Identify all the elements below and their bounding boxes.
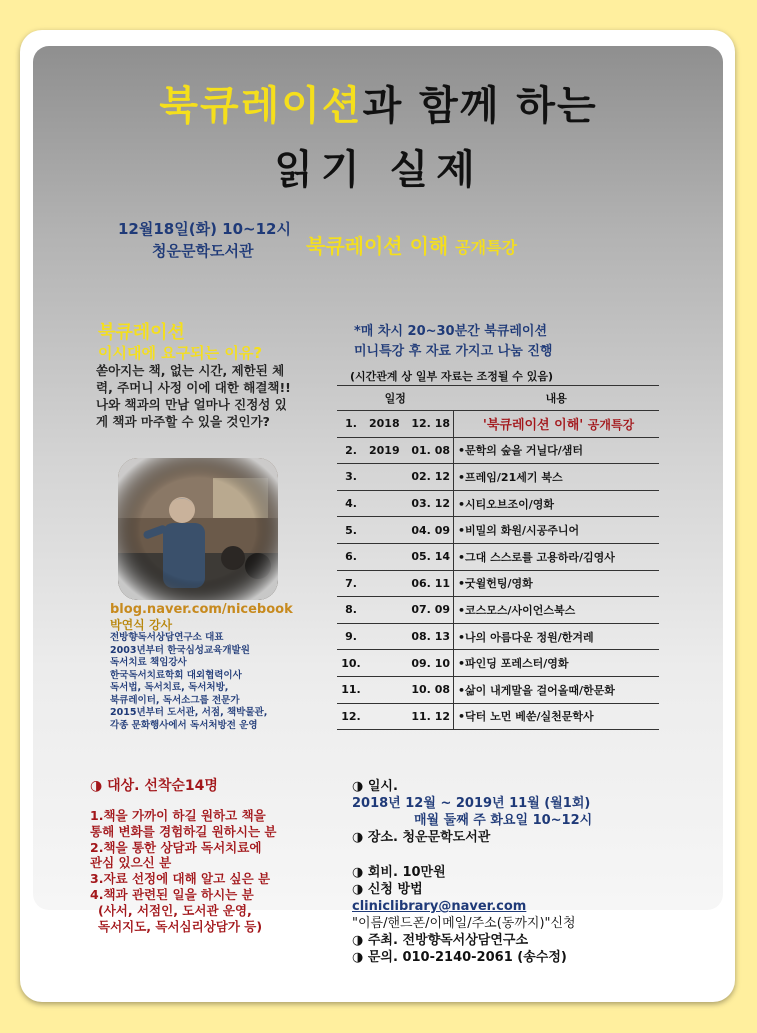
- special-lecture-small: 공개특강: [455, 238, 517, 257]
- table-row: [337, 543, 659, 570]
- info-apply-label: ◑ 신청 방법: [352, 882, 423, 897]
- speaker-photo: [118, 458, 278, 600]
- title-rest: 과 함께 하는: [362, 83, 598, 129]
- row-content: •닥터 노먼 베쑨/실천문학사: [454, 703, 660, 730]
- description-line: 나와 책과의 만남 얼마나 진정성 있: [96, 397, 287, 412]
- row-content-main: '북큐레이션 이해': [482, 418, 588, 434]
- row-date: [365, 464, 454, 491]
- row-date: [365, 570, 454, 597]
- profile-line: 2003년부터 한국심성교육개발원: [110, 644, 250, 656]
- info-place: ◑ 장소. 청운문학도서관: [352, 830, 491, 845]
- row-number: 7.: [337, 570, 365, 597]
- row-content: [454, 411, 660, 438]
- page-title: [0, 74, 757, 131]
- info-date: [352, 778, 592, 812]
- target-line: 3.자료 선정에 대해 알고 싶은 분: [90, 871, 271, 887]
- target-example: 독서지도, 독서심리상담가 등): [98, 918, 263, 934]
- schedule-table: [337, 385, 659, 730]
- schedule-disclaimer: (시간관계 상 일부 자료는 조정될 수 있음): [350, 370, 554, 383]
- profile-line: 한국독서치료학회 대외협력이사: [110, 669, 242, 681]
- target-heading: ◑ 대상. 선착순14명: [90, 778, 218, 794]
- profile-line: 각종 문화행사에서 독서처방전 운영: [110, 719, 258, 731]
- row-date: [365, 490, 454, 517]
- target-line: 2.책을 통한 상담과 독서치료에: [90, 839, 262, 855]
- row-number: 8.: [337, 597, 365, 624]
- row-date: [365, 676, 454, 703]
- row-day: 09. 10: [411, 656, 450, 670]
- row-content: •삶이 내게말을 걸어올때/한문화: [454, 676, 660, 703]
- row-date: [365, 517, 454, 544]
- row-content-small: 공개특강: [587, 418, 635, 433]
- info-date-detail: 매월 둘째 주 화요일 10~12시: [414, 813, 593, 828]
- target-line: 통해 변화를 경험하길 원하시는 분: [90, 823, 277, 839]
- profile-line: 북큐레이터, 독서소그룹 전문가: [110, 694, 240, 706]
- row-number: 10.: [337, 650, 365, 677]
- info-apply: [352, 881, 592, 915]
- row-day: 05. 14: [411, 550, 450, 564]
- row-date: [365, 437, 454, 464]
- row-day: 03. 12: [411, 497, 450, 511]
- profile-line: 독서법, 독서치료, 독서처방,: [110, 682, 229, 693]
- table-row: [337, 517, 659, 544]
- schedule-note: 미니특강 후 자료 가지고 나눔 진행: [354, 344, 553, 359]
- row-day: 08. 13: [411, 630, 450, 644]
- row-number: 9.: [337, 623, 365, 650]
- schedule-header-date: 일정: [337, 386, 454, 411]
- lecture-date: 12월18일(화) 10~12시: [118, 220, 291, 238]
- row-content: •코스모스/사이언스북스: [454, 597, 660, 624]
- info-apply-format: "이름/핸드폰/이메일/주소(동까지)"신청: [352, 916, 576, 931]
- table-row: [337, 411, 659, 438]
- row-content: •그대 스스로를 고용하라/김영사: [454, 543, 660, 570]
- section-description: [96, 362, 326, 430]
- row-content: •문학의 숲을 거닐다/샘터: [454, 437, 660, 464]
- profile-line: 독서치료 책임강사: [110, 657, 187, 668]
- row-content: •굿윌헌팅/영화: [454, 570, 660, 597]
- row-day: 01. 08: [411, 443, 450, 457]
- page-title-line2: 읽기 실제: [274, 147, 483, 193]
- profile-line: 전방향독서상담연구소 대표: [110, 632, 224, 643]
- row-day: 11. 12: [411, 709, 450, 723]
- event-info: [352, 778, 592, 966]
- table-row: [337, 464, 659, 491]
- title-highlight: 북큐레이션: [159, 83, 363, 129]
- description-line: 쏟아지는 책, 없는 시간, 제한된 체: [96, 363, 285, 378]
- target-line: 관심 있으신 분: [90, 855, 172, 871]
- table-row: [337, 703, 659, 730]
- row-date: [365, 543, 454, 570]
- section-heading: 북큐레이션: [98, 322, 185, 343]
- row-content: •파인딩 포레스터/영화: [454, 650, 660, 677]
- row-day: 07. 09: [411, 603, 450, 617]
- row-number: 6.: [337, 543, 365, 570]
- row-date: [365, 703, 454, 730]
- table-row: [337, 623, 659, 650]
- info-host: ◑ 주최. 전방향독서상담연구소: [352, 933, 529, 948]
- row-day: 06. 11: [411, 576, 450, 590]
- schedule-note: *매 차시 20~30분간 북큐레이션: [354, 324, 548, 339]
- row-year: 2019: [369, 443, 400, 457]
- info-fee: ◑ 회비. 10만원: [352, 865, 446, 880]
- row-day: 10. 08: [411, 683, 450, 697]
- speaker-profile: [110, 632, 267, 732]
- row-number: 11.: [337, 676, 365, 703]
- row-date: [365, 597, 454, 624]
- table-row: [337, 570, 659, 597]
- table-row: [337, 490, 659, 517]
- special-lecture-main: 북큐레이션 이해: [306, 234, 456, 258]
- table-row: [337, 676, 659, 703]
- row-day: 12. 18: [411, 417, 450, 431]
- table-row: [337, 597, 659, 624]
- info-contact: ◑ 문의. 010-2140-2061 (송수정): [352, 950, 567, 965]
- special-lecture-title: [306, 230, 517, 259]
- row-number: 12.: [337, 703, 365, 730]
- apply-email-link[interactable]: cliniclibrary@naver.com: [352, 899, 527, 914]
- row-day: 02. 12: [411, 470, 450, 484]
- row-number: 3.: [337, 464, 365, 491]
- info-date-value: 2018년 12월 ~ 2019년 11월 (월1회): [352, 796, 591, 811]
- table-row: [337, 650, 659, 677]
- row-date: [365, 623, 454, 650]
- target-line: 4.책과 관련된 일을 하시는 분: [90, 886, 254, 902]
- row-year: 2018: [369, 417, 400, 431]
- schedule-header-row: [337, 386, 659, 411]
- speaker-name: 박연식 강사: [110, 618, 173, 632]
- lecture-venue: 청운문학도서관: [152, 242, 254, 260]
- row-content: •프레임/21세기 북스: [454, 464, 660, 491]
- row-date: [365, 650, 454, 677]
- row-number: 4.: [337, 490, 365, 517]
- target-line: 1.책을 가까이 하길 원하고 책을: [90, 808, 266, 823]
- table-row: [337, 437, 659, 464]
- row-number: 1.: [337, 411, 365, 438]
- schedule-header-content: 내용: [454, 386, 660, 411]
- target-list: [90, 808, 276, 934]
- info-spacer: [352, 846, 592, 864]
- row-day: 04. 09: [411, 523, 450, 537]
- target-example: (사서, 서점인, 도서관 운영,: [98, 902, 252, 918]
- profile-line: 2015년부터 도서관, 서점, 책박물관,: [110, 707, 268, 718]
- row-content: •비밀의 화원/시공주니어: [454, 517, 660, 544]
- row-content: •나의 아름다운 정원/한겨레: [454, 623, 660, 650]
- row-date: [365, 411, 454, 438]
- description-line: 게 책과 마주할 수 있을 것인가?: [96, 414, 270, 429]
- section-subheading: 이시대에 요구되는 이유?: [98, 344, 263, 362]
- blog-link[interactable]: blog.naver.com/nicebook: [110, 602, 293, 617]
- description-line: 력, 주머니 사정 이에 대한 해결책!!: [96, 380, 291, 395]
- row-number: 5.: [337, 517, 365, 544]
- info-date-label: ◑ 일시.: [352, 779, 398, 794]
- row-number: 2.: [337, 437, 365, 464]
- row-content: •시티오브조이/영화: [454, 490, 660, 517]
